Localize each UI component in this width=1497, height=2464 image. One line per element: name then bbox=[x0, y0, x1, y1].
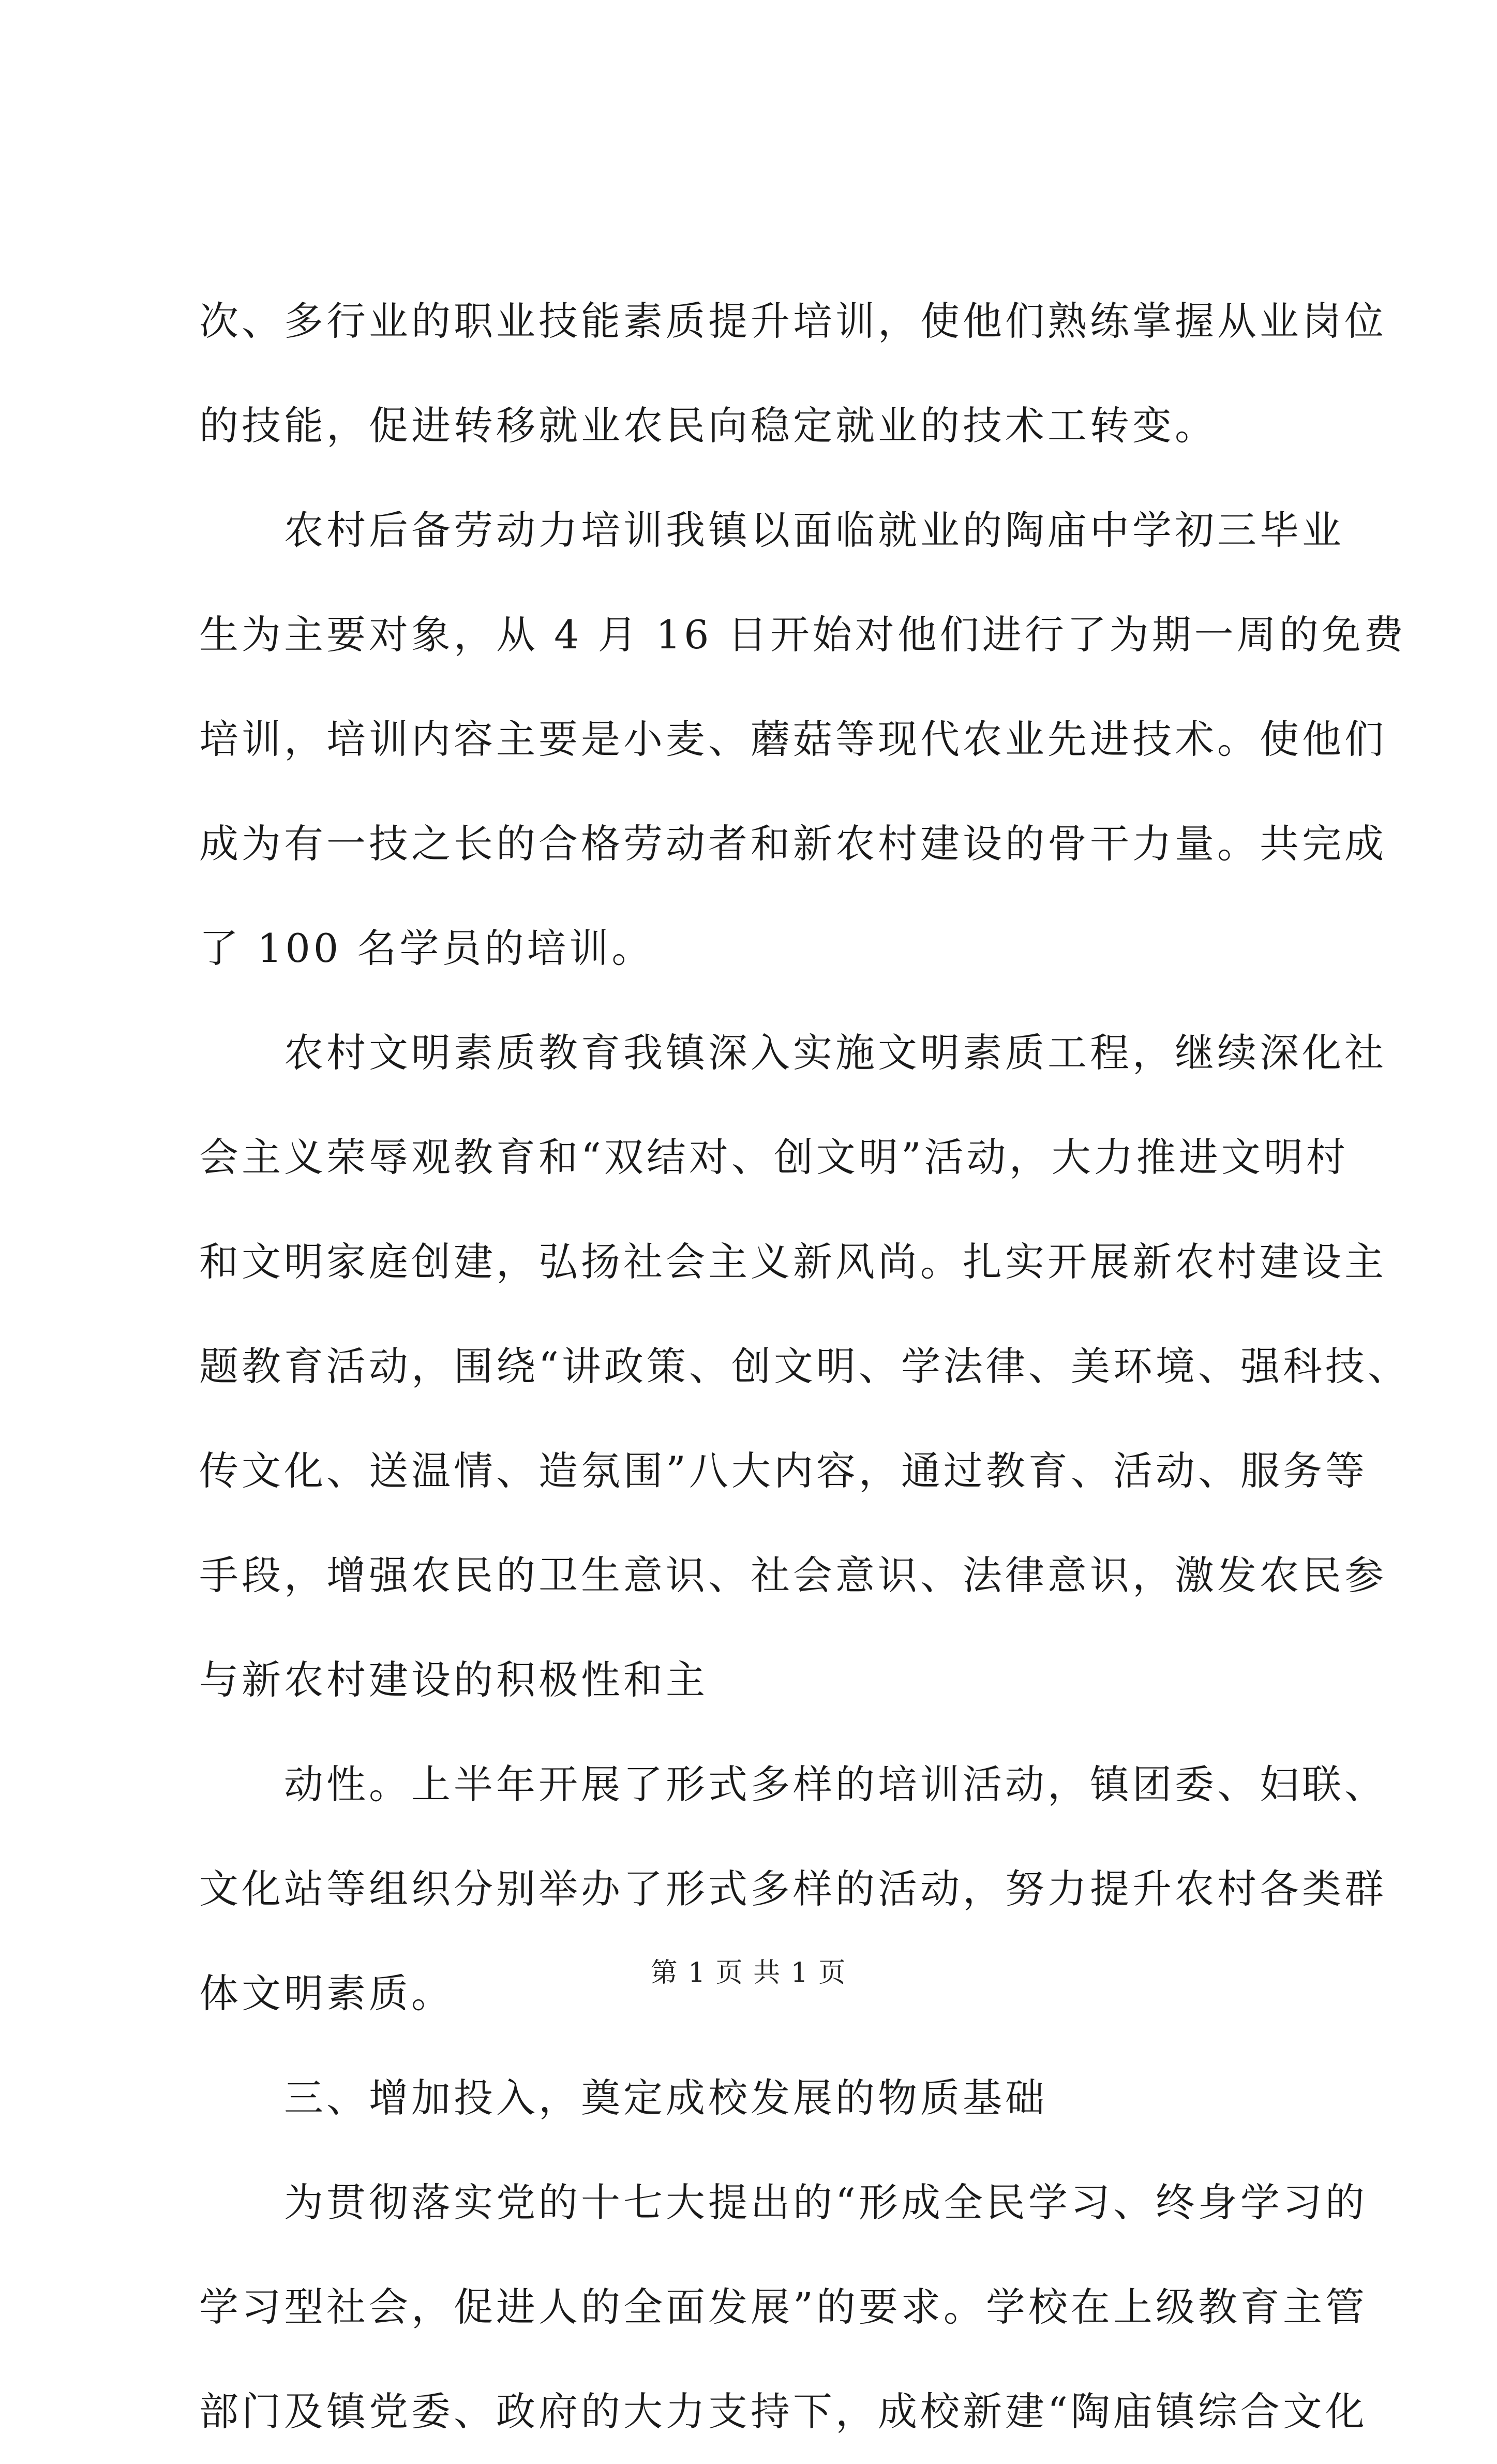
text-line: 学习型社会，促进人的全面发展”的要求。学校在上级教育主管 bbox=[199, 2284, 1368, 2330]
text-line: 文化站等组织分别举办了形式多样的活动，努力提升农村各类群 bbox=[199, 1866, 1387, 1912]
text-line: 成为有一技之长的合格劳动者和新农村建设的骨干力量。共完成 bbox=[199, 821, 1387, 867]
text-line: 生为主要对象，从 4 月 16 日开始对他们进行了为期一周的免费 bbox=[199, 612, 1406, 658]
text-line: 为贯彻落实党的十七大提出的“形成全民学习、终身学习的 bbox=[199, 2179, 1368, 2225]
page-footer bbox=[0, 1951, 1497, 1990]
text-line: 和文明家庭创建，弘扬社会主义新风尚。扎实开展新农村建设主 bbox=[199, 1239, 1387, 1285]
document-body bbox=[199, 269, 1410, 2464]
text-line: 传文化、送温情、造氛围”八大内容，通过教育、活动、服务等 bbox=[199, 1448, 1368, 1494]
text-line: 手段，增强农民的卫生意识、社会意识、法律意识，激发农民参 bbox=[199, 1552, 1387, 1598]
text-line: 了 100 名学员的培训。 bbox=[199, 925, 654, 971]
text-line: 培训，培训内容主要是小麦、蘑菇等现代农业先进技术。使他们 bbox=[199, 716, 1387, 762]
section-heading: 三、增加投入，奠定成校发展的物质基础 bbox=[199, 2075, 1047, 2121]
text-line: 次、多行业的职业技能素质提升培训，使他们熟练掌握从业岗位 bbox=[199, 298, 1387, 344]
text-line: 农村后备劳动力培训我镇以面临就业的陶庙中学初三毕业 bbox=[199, 507, 1344, 553]
text-line: 动性。上半年开展了形式多样的培训活动，镇团委、妇联、 bbox=[199, 1761, 1387, 1807]
text-line: 题教育活动，围绕“讲政策、创文明、学法律、美环境、强科技、 bbox=[199, 1343, 1410, 1389]
text-line: 的技能，促进转移就业农民向稳定就业的技术工转变。 bbox=[199, 403, 1217, 449]
text-line: 与新农村建设的积极性和主 bbox=[199, 1657, 708, 1703]
page-number-label: 第 1 页 共 1 页 bbox=[650, 1957, 847, 1988]
text-line: 部门及镇党委、政府的大力支持下，成校新建“陶庙镇综合文化 bbox=[199, 2388, 1368, 2435]
text-line: 体文明素质。 bbox=[199, 1970, 454, 2016]
text-line: 会主义荣辱观教育和“双结对、创文明”活动，大力推进文明村 bbox=[199, 1134, 1349, 1180]
text-line: 农村文明素质教育我镇深入实施文明素质工程，继续深化社 bbox=[199, 1030, 1387, 1076]
